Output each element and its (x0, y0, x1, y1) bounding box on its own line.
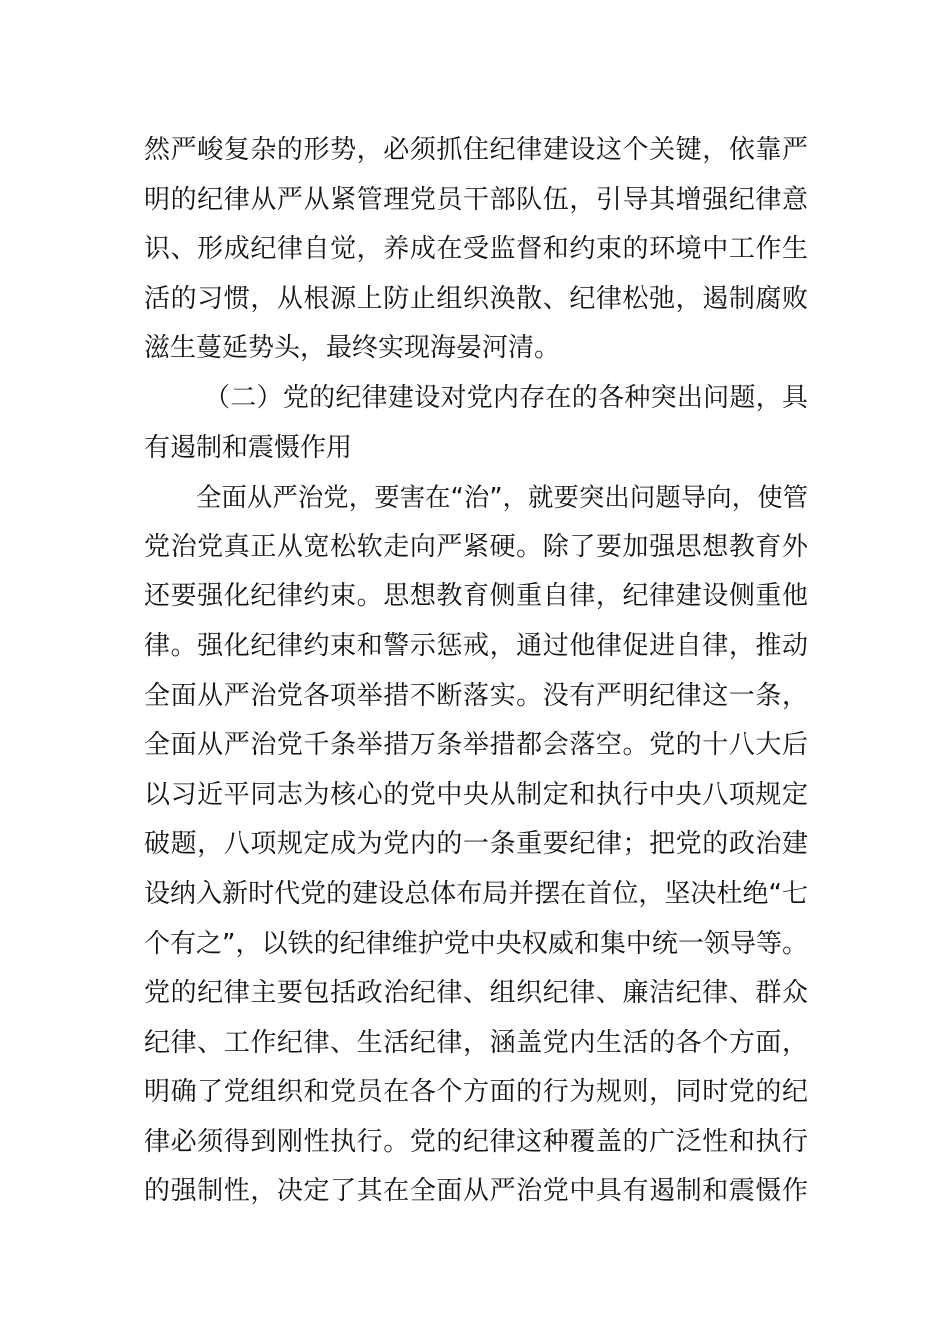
text-line: 活的习惯，从根源上防止组织涣散、纪律松弛，遏制腐败 (144, 283, 808, 314)
text-line: 还要强化纪律约束。思想教育侧重自律，纪律建设侧重他 (144, 581, 808, 612)
document-body (144, 126, 808, 1217)
body-paragraph (144, 473, 808, 1217)
text-line: 明确了党组织和党员在各个方面的行为规则，同时党的纪 (144, 1077, 808, 1108)
text-line: 纪律、工作纪律、生活纪律，涵盖党内生活的各个方面， (144, 1027, 808, 1058)
text-line: 律必须得到刚性执行。党的纪律这种覆盖的广泛性和执行 (144, 1126, 808, 1157)
section-heading (144, 374, 808, 473)
text-line: 律。强化纪律约束和警示惩戒，通过他律促进自律，推动 (144, 630, 808, 661)
text-line: 识、形成纪律自觉，养成在受监督和约束的环境中工作生 (144, 234, 808, 265)
text-line: 党的纪律主要包括政治纪律、组织纪律、廉洁纪律、群众 (144, 978, 808, 1009)
heading-line: 有遏制和震慑作用 (144, 432, 353, 463)
text-line: 全面从严治党千条举措万条举措都会落空。党的十八大后 (144, 730, 808, 761)
paragraph-continuation (144, 126, 808, 374)
text-line: 全面从严治党各项举措不断落实。没有严明纪律这一条， (144, 680, 808, 711)
text-line: 的强制性，决定了其在全面从严治党中具有遏制和震慑作 (144, 1176, 808, 1207)
text-line: 以习近平同志为核心的党中央从制定和执行中央八项规定 (144, 779, 808, 810)
text-line: 全面从严治党，要害在“治”，就要突出问题导向，使管 (196, 482, 808, 513)
text-line: 滋生蔓延势头，最终实现海晏河清。 (144, 333, 561, 364)
text-line: 个有之”，以铁的纪律维护党中央权威和集中统一领导等。 (144, 928, 808, 959)
text-line: 党治党真正从宽松软走向严紧硬。除了要加强思想教育外 (144, 531, 808, 562)
text-line: 设纳入新时代党的建设总体布局并摆在首位，坚决杜绝“七 (144, 878, 808, 909)
heading-line: （二）党的纪律建设对党内存在的各种突出问题，具 (204, 382, 808, 413)
text-line: 然严峻复杂的形势，必须抓住纪律建设这个关键，依靠严 (144, 135, 808, 165)
text-line: 明的纪律从严从紧管理党员干部队伍，引导其增强纪律意 (144, 184, 808, 215)
text-line: 破题，八项规定成为党内的一条重要纪律；把党的政治建 (144, 829, 808, 860)
